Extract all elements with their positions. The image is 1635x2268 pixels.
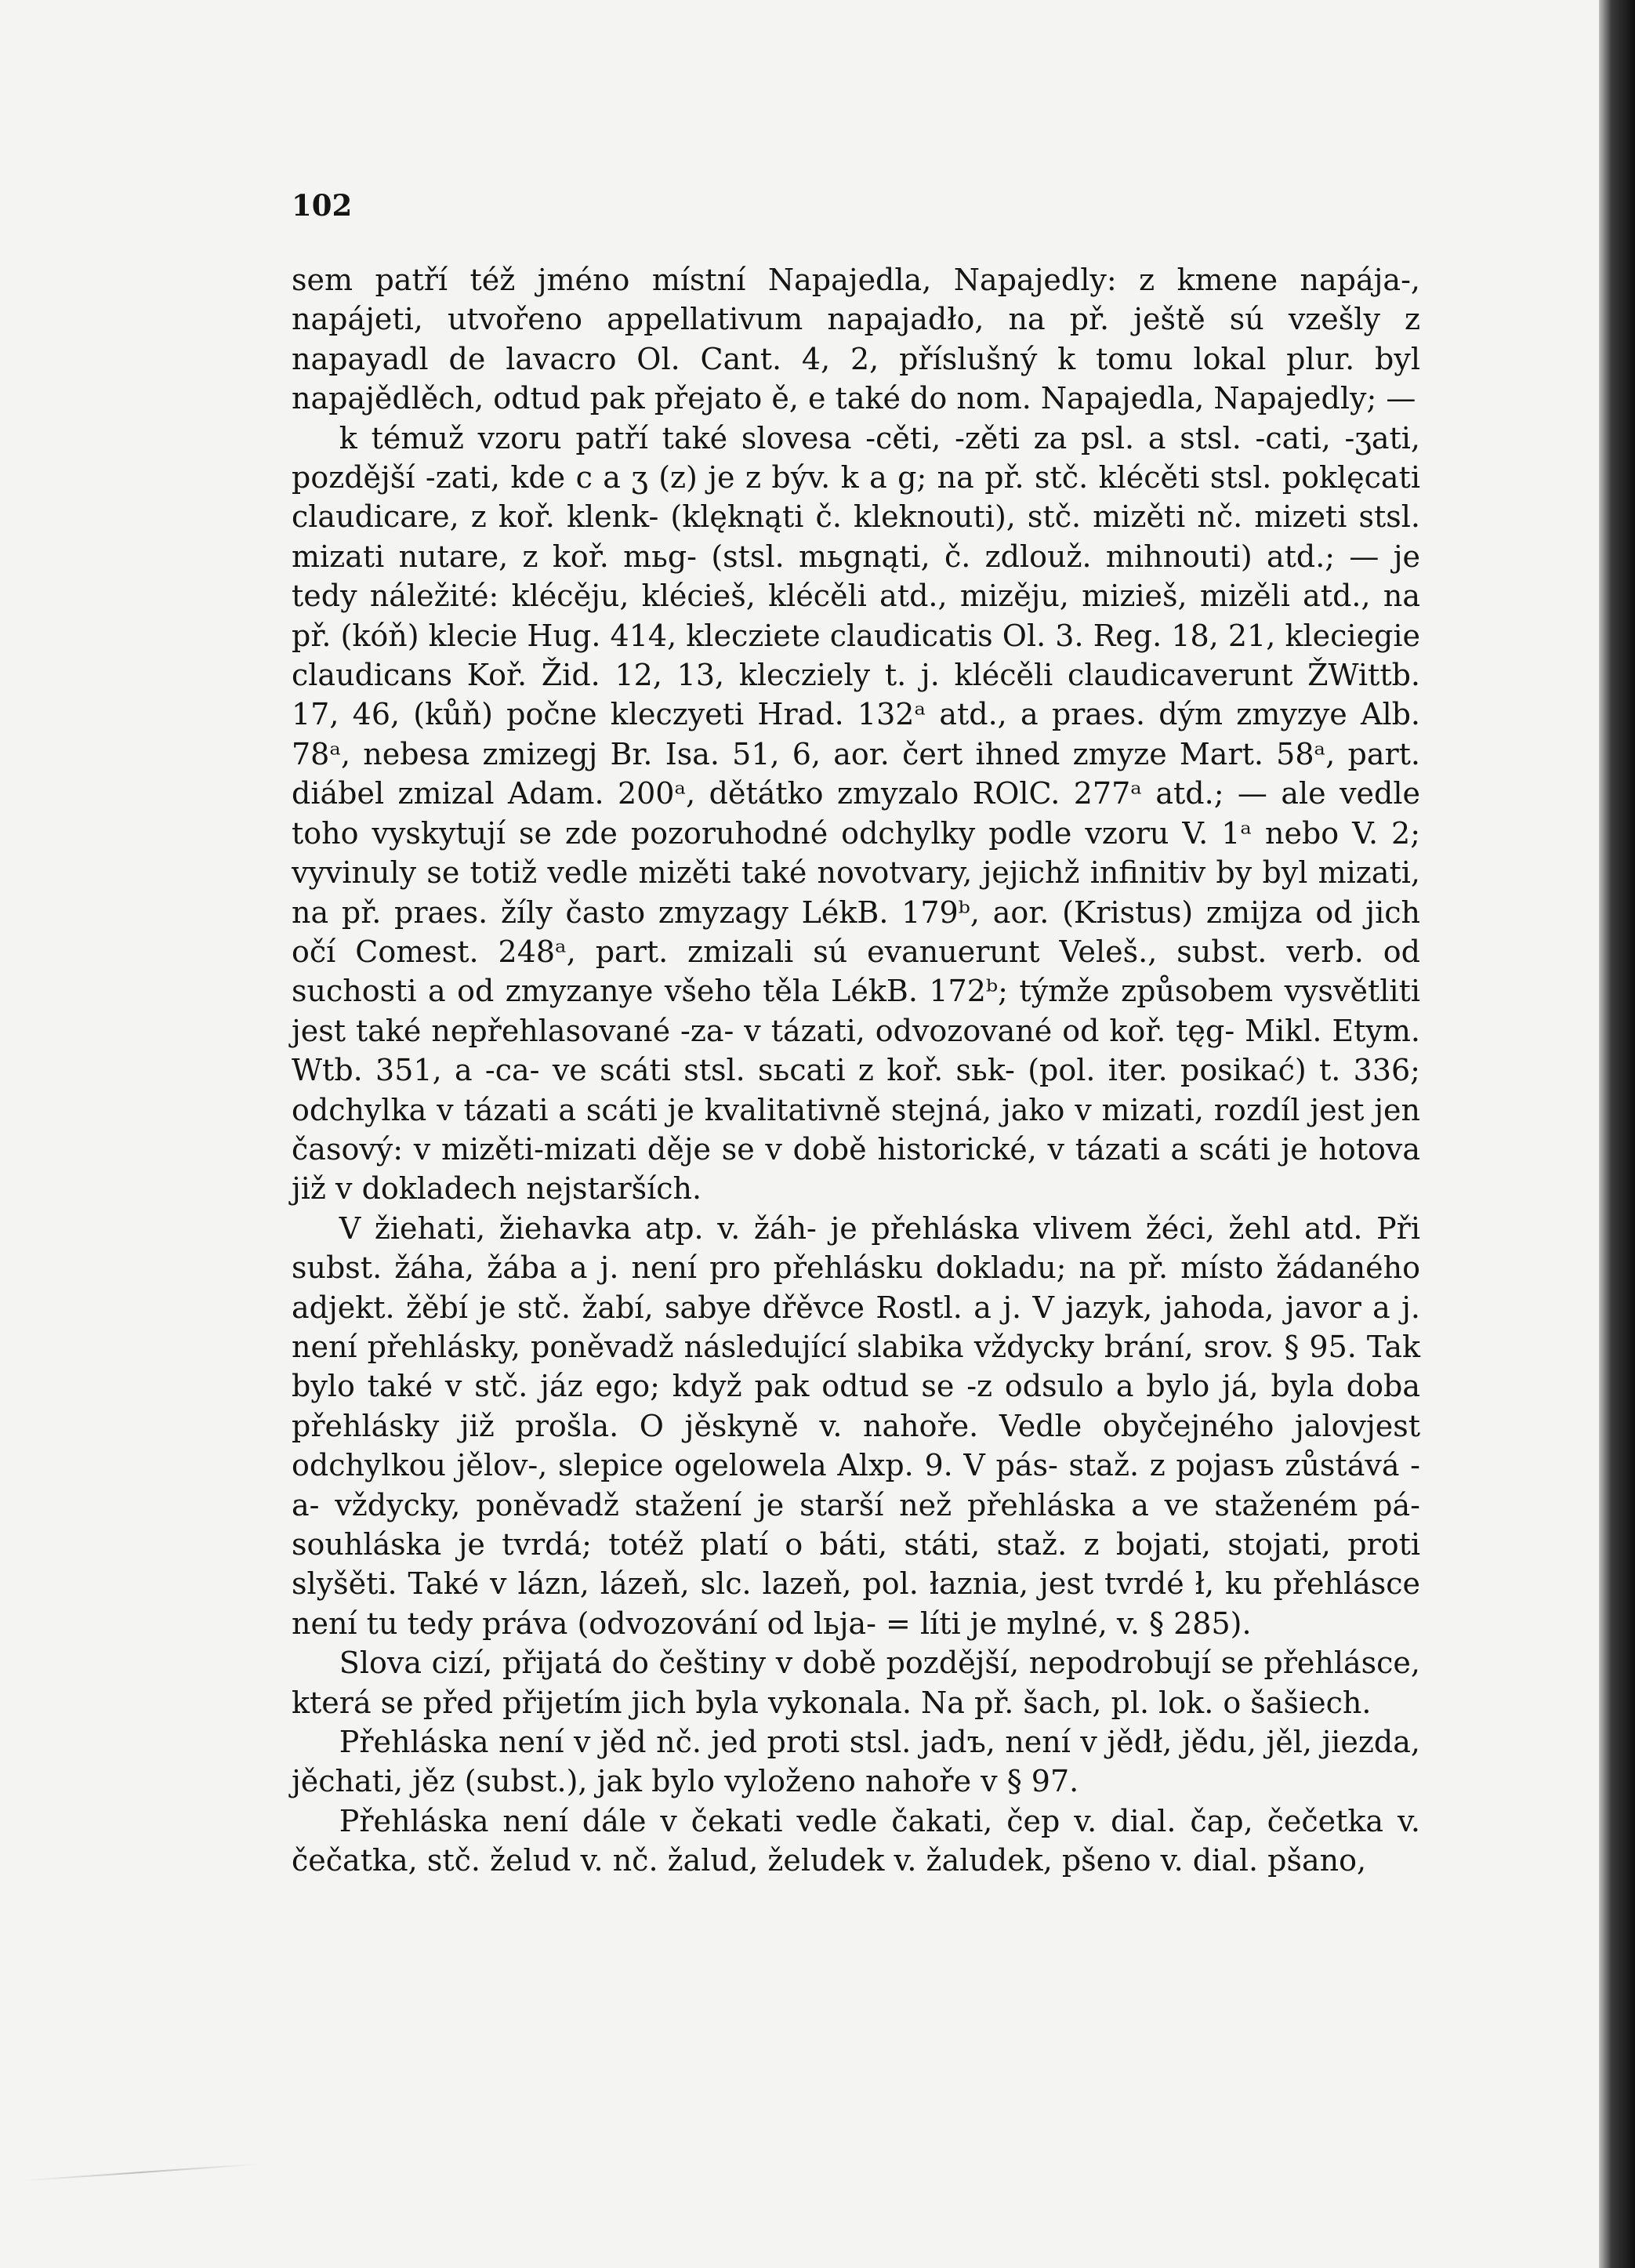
- page-number: 102: [292, 188, 353, 223]
- paragraph-6: Přehláska není dále v čekati vedle čakati, čep v. dial. čap, čečetka v. čečatka, stč. želud v. nč. žalud, želudek v. žaludek, pšeno v. dial. pšano,: [292, 1803, 1420, 1878]
- scan-artifact-line: [24, 2164, 258, 2182]
- body-text: [292, 260, 1420, 1881]
- scan-page-edge: [1599, 0, 1635, 2268]
- paragraph-1: sem patří též jméno místní Napajedla, Napajedly: z kmene napája-, napájeti, utvořeno appellativum napajadło, na př. ještě sú vzešly z napayadl de lavacro Ol. Cant. 4, 2, příslušný k tomu lokal plur. byl napajědlěch, odtud pak přejato ě, e také do nom. Napajedla, Napajedly; —: [292, 263, 1420, 416]
- paragraph-3: V žiehati, žiehavka atp. v. žáh- je přehláska vlivem žéci, žehl atd. Při subst. žáha, žába a j. není pro přehlásku dokladu; na př. místo žádaného adjekt. žěbí je stč. žabí, sabye dřěvce Rostl. a j. V jazyk, jahoda, javor a j. není přehlásky, poněvadž následující slabika vždycky brání, srov. § 95. Tak bylo také v stč. jáz ego; když pak odtud se -z odsulo a bylo já, byla doba přehlásky již prošla. O jěskyně v. nahoře. Vedle obyčejného jalovjest odchylkou jělov-, slepice ogelowela Alxp. 9. V pás- staž. z pojasъ zůstává -a- vždycky, poněvadž stažení je starší než přehláska a ve staženém pá- souhláska je tvrdá; totéž platí o báti, státi, staž. z bojati, stojati, proti slyšěti. Také v lázn, lázeň, slc. lazeň, pol. łaznia, jest tvrdé ł, ku přehlásce není tu tedy práva (odvozování od lьja- = líti je mylné, v. § 285).: [292, 1210, 1420, 1641]
- paragraph-2: k témuž vzoru patří také slovesa -cěti, -zěti za psl. a stsl. -cati, -ʒati, pozdější -zati, kde c a ʒ (z) je z býv. k a g; na př. stč. klécěti stsl. poklęcati claudicare, z koř. klenk- (klęknąti č. kleknouti), stč. mizěti nč. mizeti stsl. mizati nutare, z koř. mьg- (stsl. mьgnąti, č. zdlouž. mihnouti) atd.; — je tedy náležité: klécěju, klécieš, klécěli atd., mizěju, mizieš, mizěli atd., na př. (kóň) klecie Hug. 414, klecziete claudicatis Ol. 3. Reg. 18, 21, kleciegie claudicans Koř. Žid. 12, 13, klecziely t. j. klécěli claudicaverunt ŽWittb. 17, 46, (kůň) počne kleczyeti Hrad. 132ᵃ atd., a praes. dým zmyzye Alb. 78ᵃ, nebesa zmizegj Br. Isa. 51, 6, aor. čert ihned zmyze Mart. 58ᵃ, part. diábel zmizal Adam. 200ᵃ, dětátko zmyzalo ROlC. 277ᵃ atd.; — ale vedle toho vyskytují se zde pozoruhodné odchylky podle vzoru V. 1ᵃ nebo V. 2; vyvinuly se totiž vedle mizěti také novotvary, jejichž infinitiv by byl mizati, na př. praes. žíly často zmyzagy LékB. 179ᵇ, aor. (Kristus) zmijza od jich očí Comest. 248ᵃ, part. zmizali sú evanuerunt Veleš., subst. verb. od suchosti a od zmyzanye všeho těla LékB. 172ᵇ; týmže způsobem vysvětliti jest také nepřehlasované -za- v tázati, odvozované od koř. tęg- Mikl. Etym. Wtb. 351, a -ca- ve scáti stsl. sьcati z koř. sьk- (pol. iter. posikać) t. 336; odchylka v tázati a scáti je kvalitativně stejná, jako v mizati, rozdíl jest jen časový: v mizěti-mizati děje se v době historické, v tázati a scáti je hotova již v dokladech nejstarších.: [292, 420, 1420, 1207]
- paragraph-4: Slova cizí, přijatá do češtiny v době pozdější, nepodrobují se přehlásce, která se před přijetím jich byla vykonala. Na př. šach, pl. lok. o šašiech.: [292, 1646, 1420, 1720]
- paragraph-5: Přehláska není v jěd nč. jed proti stsl. jadъ, není v jědł, jědu, jěl, jiezda, jěchati, jěz (subst.), jak bylo vyloženo nahoře v § 97.: [292, 1725, 1420, 1799]
